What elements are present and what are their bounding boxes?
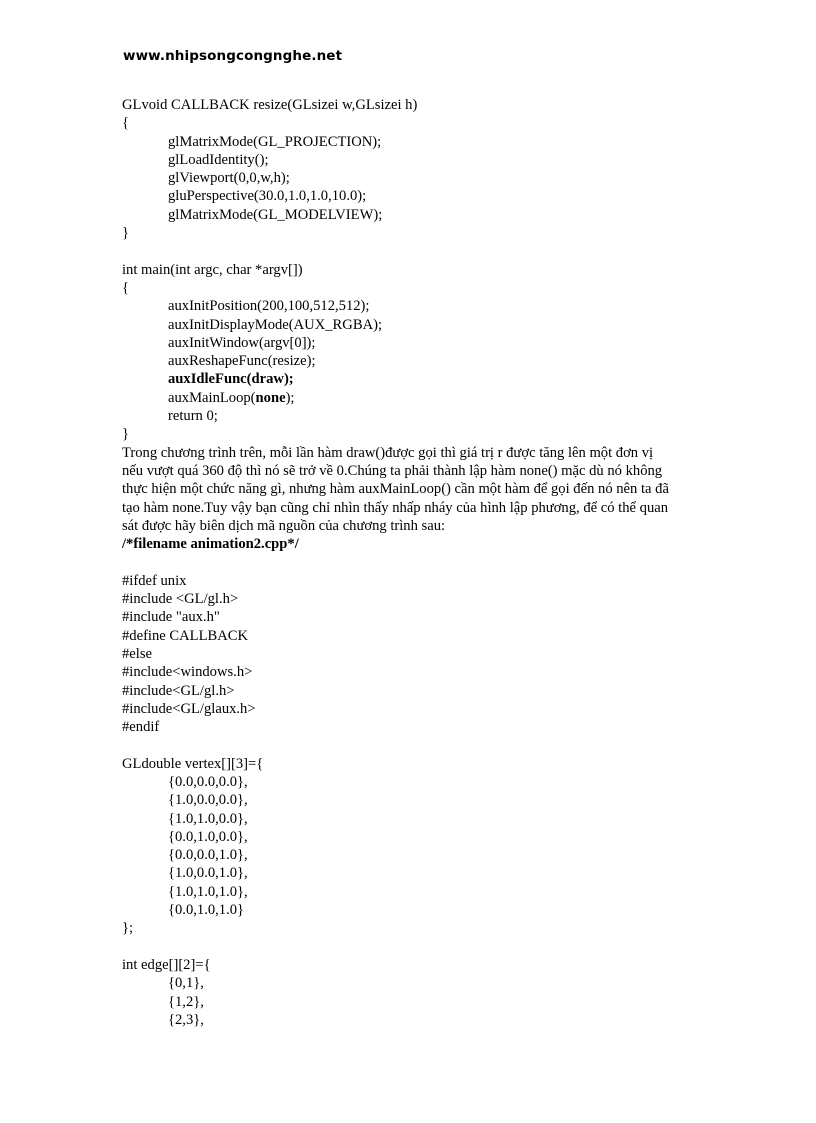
blank-line xyxy=(122,242,722,260)
edge-row: {0,1}, xyxy=(168,975,204,992)
main-close-brace: } xyxy=(122,426,130,443)
code-line: glLoadIdentity(); xyxy=(168,151,269,168)
vertex-row: {1.0,0.0,0.0}, xyxy=(168,792,248,809)
return-line: return 0; xyxy=(168,408,218,425)
edge-row: {2,3}, xyxy=(168,1011,204,1028)
main-open-brace: { xyxy=(122,279,130,296)
vertex-declaration: GLdouble vertex[][3]={ xyxy=(122,755,264,772)
mainloop-line xyxy=(122,389,722,407)
preprocessor-line: #include<windows.h> xyxy=(122,664,253,681)
preprocessor-line: #include<GL/glaux.h> xyxy=(122,700,256,717)
preprocessor-line: #endif xyxy=(122,719,160,736)
vertex-row: {1.0,1.0,1.0}, xyxy=(168,883,248,900)
preprocessor-line: #define CALLBACK xyxy=(122,627,249,644)
edge-declaration: int edge[][2]={ xyxy=(122,956,211,973)
preprocessor-line: #ifdef unix xyxy=(122,572,187,589)
vertex-row: {1.0,1.0,0.0}, xyxy=(168,810,248,827)
vertex-row: {0.0,0.0,0.0}, xyxy=(168,773,248,790)
preprocessor-line: #else xyxy=(122,645,152,662)
code-line: glMatrixMode(GL_PROJECTION); xyxy=(168,133,382,150)
code-line: auxReshapeFunc(resize); xyxy=(168,353,316,370)
idle-func-line: auxIdleFunc(draw); xyxy=(168,371,294,388)
code-document xyxy=(122,96,722,1029)
code-line: auxInitPosition(200,100,512,512); xyxy=(168,298,370,315)
filename-comment: /*filename animation2.cpp*/ xyxy=(122,536,299,553)
code-line: auxInitWindow(argv[0]); xyxy=(168,334,316,351)
code-line: glViewport(0,0,w,h); xyxy=(168,170,290,187)
vertex-close: }; xyxy=(122,920,134,937)
paragraph-line: nếu vượt quá 360 độ thì nó sẽ trở về 0.Chúng ta phải thành lập hàm none() mặc dù nó không xyxy=(122,462,663,479)
vertex-row: {0.0,1.0,0.0}, xyxy=(168,828,248,845)
vertex-row: {0.0,0.0,1.0}, xyxy=(168,847,248,864)
mainloop-arg: none xyxy=(255,389,286,406)
paragraph-line: Trong chương trình trên, mỗi lần hàm draw()được gọi thì giá trị r được tăng lên một đơn vị xyxy=(122,444,654,461)
blank-line xyxy=(122,553,722,571)
preprocessor-line: #include <GL/gl.h> xyxy=(122,591,239,608)
edge-row: {1,2}, xyxy=(168,993,204,1010)
vertex-row: {0.0,1.0,1.0} xyxy=(168,902,245,919)
resize-signature: GLvoid CALLBACK resize(GLsizei w,GLsizei h) xyxy=(122,97,418,113)
blank-line xyxy=(122,938,722,956)
resize-close-brace: } xyxy=(122,225,130,242)
code-line: auxInitDisplayMode(AUX_RGBA); xyxy=(168,316,383,333)
site-url-header[interactable]: www.nhipsongcongnghe.net xyxy=(123,48,343,64)
blank-line xyxy=(122,736,722,754)
mainloop-prefix: auxMainLoop( xyxy=(168,389,256,406)
code-line: glMatrixMode(GL_MODELVIEW); xyxy=(168,206,383,223)
mainloop-suffix: ); xyxy=(285,389,295,406)
resize-open-brace: { xyxy=(122,115,130,132)
vertex-row: {1.0,0.0,1.0}, xyxy=(168,865,248,882)
paragraph-line: tạo hàm none.Tuy vậy bạn cũng chỉ nhìn thấy nhấp nháy của hình lập phương, để có thể quan xyxy=(122,499,669,516)
explanation-paragraph xyxy=(122,444,718,535)
preprocessor-line: #include "aux.h" xyxy=(122,609,220,626)
main-signature: int main(int argc, char *argv[]) xyxy=(122,261,303,278)
code-line: gluPerspective(30.0,1.0,1.0,10.0); xyxy=(168,188,367,205)
paragraph-line: thực hiện một chức năng gì, nhưng hàm auxMainLoop() cần một hàm để gọi đến nó nên ta đã xyxy=(122,481,669,498)
preprocessor-line: #include<GL/gl.h> xyxy=(122,682,235,699)
paragraph-line: sát được hãy biên dịch mã nguồn của chương trình sau: xyxy=(122,517,446,534)
